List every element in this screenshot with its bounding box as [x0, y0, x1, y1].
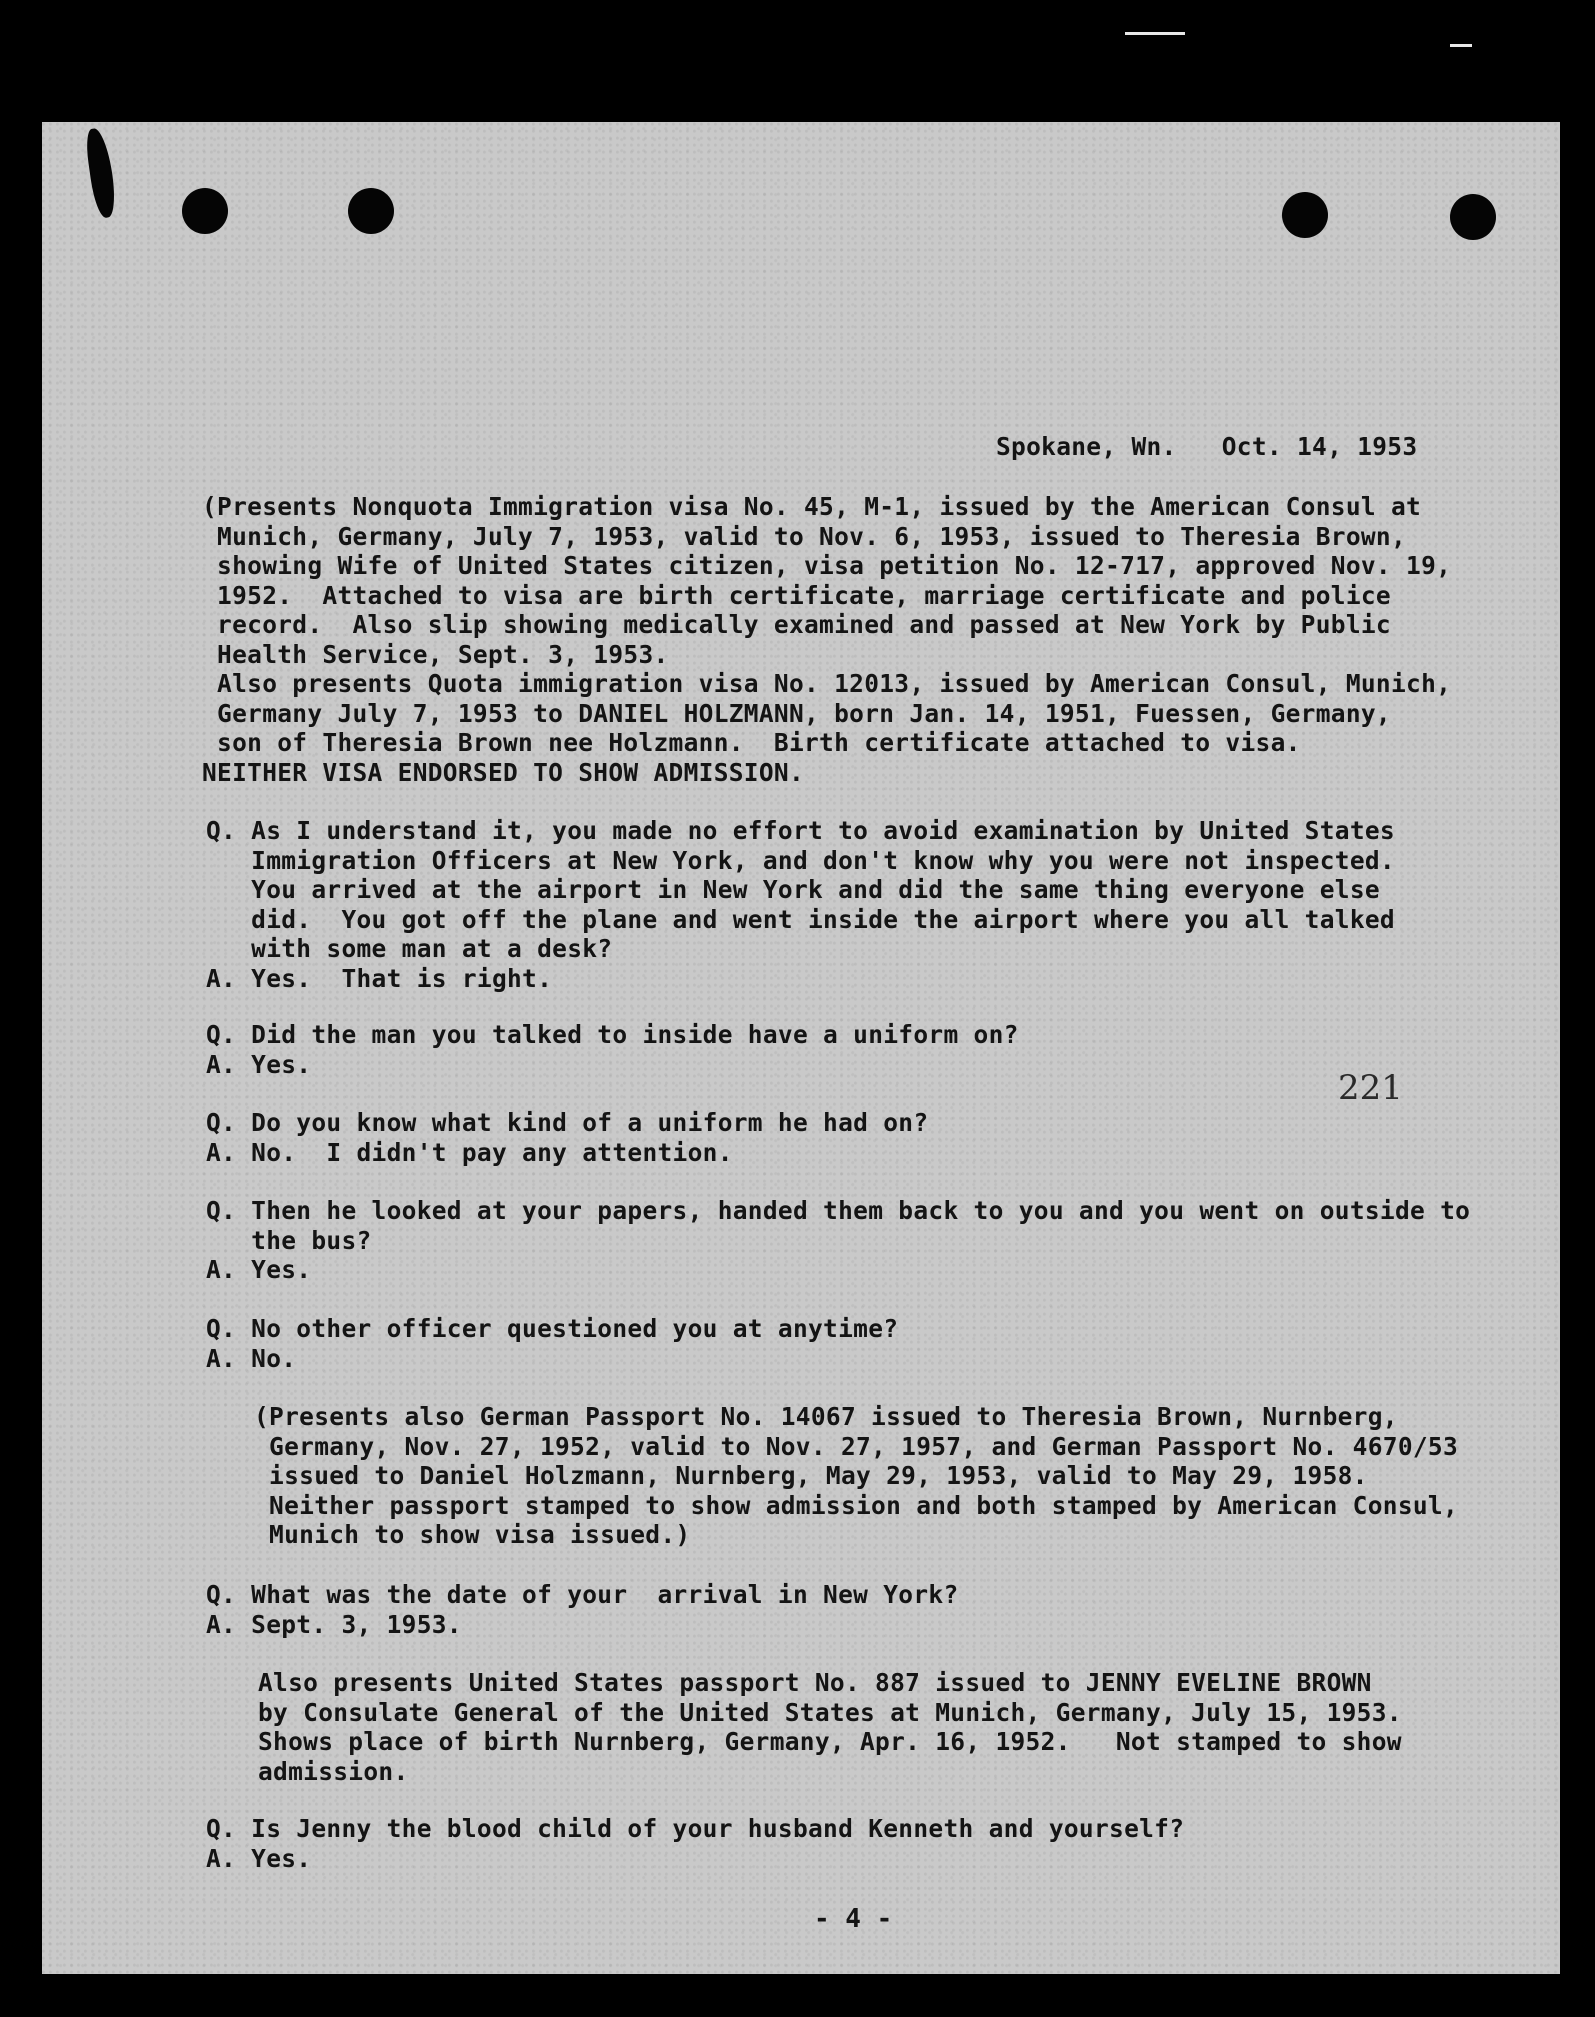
question-answer-7: Q. Is Jenny the blood child of your husband Kenneth and yourself? A. Yes. — [206, 1814, 1185, 1873]
page-number: - 4 - — [814, 1904, 893, 1934]
punch-hole-left-2 — [348, 188, 394, 234]
place-date-header: Spokane, Wn. Oct. 14, 1953 — [996, 432, 1418, 461]
scan-speck — [1125, 32, 1185, 35]
question-answer-3: Q. Do you know what kind of a uniform he had on? A. No. I didn't pay any attention. — [206, 1108, 929, 1167]
passport-presentation-note: (Presents also German Passport No. 14067 issued to Theresia Brown, Nurnberg, Germany, Nov. 27, 1952, valid to Nov. 27, 1957, and German Passport No. 4670/53 issued to Daniel Holzmann, Nurnberg, May 29, 1953, valid to May 29, 1958. Neither passport stamped to show admission and both stamped by American Consul, Munich to show visa issued.) — [254, 1402, 1459, 1549]
scan-speck — [1450, 44, 1472, 47]
us-passport-note: Also presents United States passport No. 887 issued to JENNY EVELINE BROWN by Consulate General of the United States at Munich, Germany, July 15, 1953. Shows place of birth Nurnberg, Germany, Apr. 16, 1952. Not stamped to show admission. — [258, 1668, 1402, 1786]
punch-hole-left-1 — [182, 188, 228, 234]
question-answer-6: Q. What was the date of your arrival in New York? A. Sept. 3, 1953. — [206, 1580, 959, 1639]
question-answer-5: Q. No other officer questioned you at anytime? A. No. — [206, 1314, 899, 1373]
question-answer-1: Q. As I understand it, you made no effort to avoid examination by United States Immigration Officers at New York, and don't know why you were not inspected. You arrived at the airport in New York and did the same thing everyone else did. You got off the plane and went inside the airport where you all talked with some man at a desk? A. Yes. That is right. — [206, 816, 1395, 993]
punch-hole-right-1 — [1282, 192, 1328, 238]
question-answer-4: Q. Then he looked at your papers, handed them back to you and you went on outside to the bus? A. Yes. — [206, 1196, 1471, 1284]
handwritten-number: 221 — [1338, 1068, 1403, 1108]
punch-hole-right-2 — [1450, 194, 1496, 240]
visa-presentation-note: (Presents Nonquota Immigration visa No. 45, M-1, issued by the American Consul at Munich, Germany, July 7, 1953, valid to Nov. 6, 1953, issued to Theresia Brown, showing Wife of United States citizen, visa petition No. 12-717, approved Nov. 19, 1952. Attached to visa are birth certificate, marriage certificate and police record. Also slip showing medically examined and passed at New York by Public Health Service, Sept. 3, 1953. Also presents Quota immigration visa No. 12013, issued by American Consul, Munich, Germany July 7, 1953 to DANIEL HOLZMANN, born Jan. 14, 1951, Fuessen, Germany, son of Theresia Brown nee Holzmann. Birth certificate attached to visa. NEITHER VISA ENDORSED TO SHOW ADMISSION. — [202, 492, 1452, 787]
question-answer-2: Q. Did the man you talked to inside have a uniform on? A. Yes. — [206, 1020, 1019, 1079]
